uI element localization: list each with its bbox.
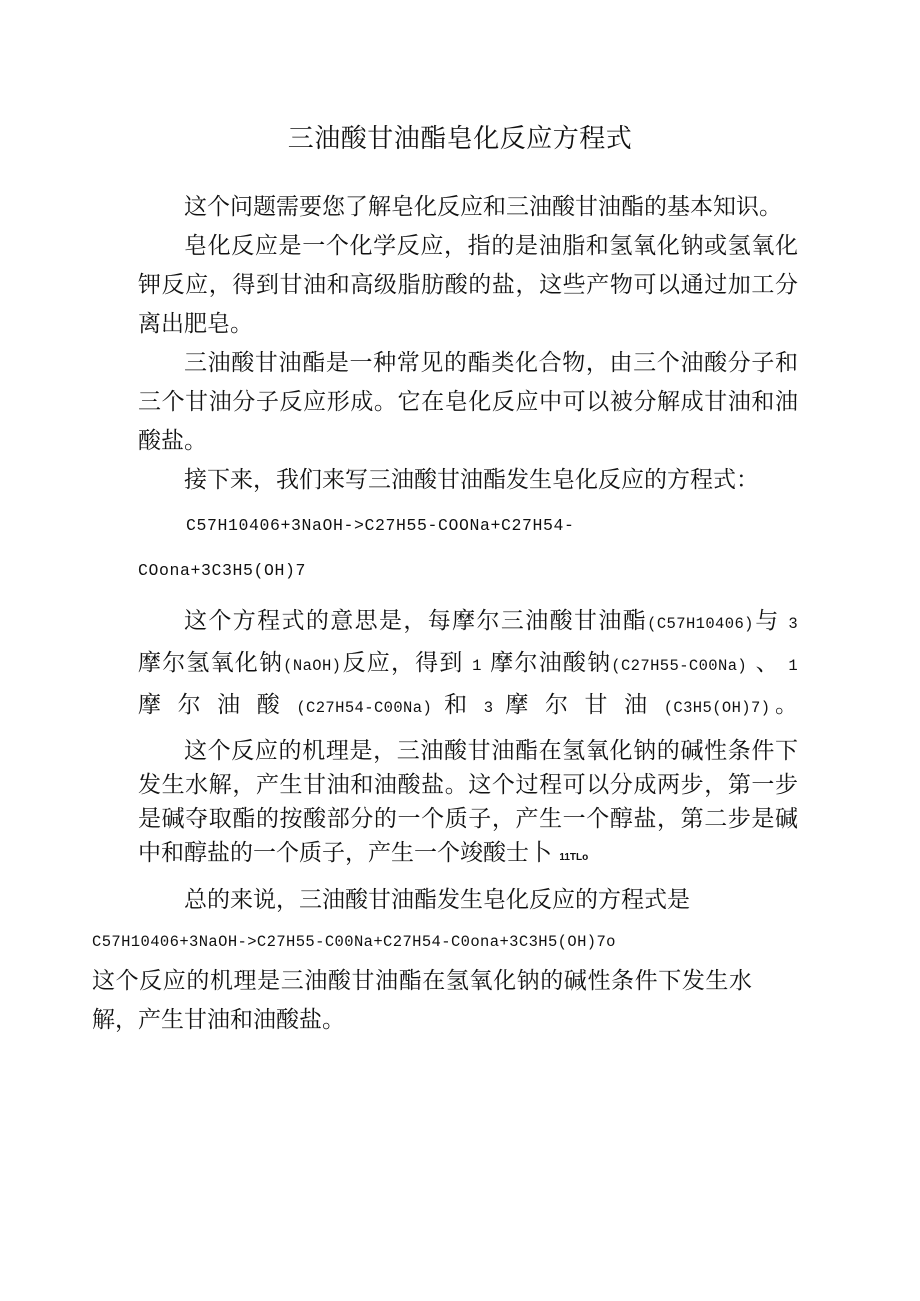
- equation-line-2: COona+3C3H5(OH)7: [138, 561, 307, 580]
- paragraph-equation-intro: 接下来，我们来写三油酸甘油酯发生皂化反应的方程式：: [184, 467, 759, 493]
- meaning-text-4: 反应，得到: [341, 650, 464, 676]
- mechanism-text: 这个反应的机理是，三油酸甘油酯在氢氧化钠的碱性条件下发生水解，产生甘油和油酸盐。这个过程可以分成两步，第一步是碱夺取酯的按酸部分的一个质子，产生一个醇盐，第二步是碱中和醇盐的一个质子，产生一个竣酸士卜: [138, 738, 798, 866]
- paragraph-summary: [92, 881, 798, 1040]
- meaning-formula-triolein: (C57H10406): [647, 615, 754, 633]
- summary-formula: C57H10406+3NaOH->C27H55-C00Na+C27H54-C0ona+3C3H5(OH)7o: [92, 933, 616, 951]
- meaning-formula-glycerol: (C3H5(OH)7): [663, 699, 771, 717]
- meaning-text-9: 摩 尔 甘 油: [505, 692, 652, 718]
- document-body: [92, 188, 799, 1040]
- meaning-text-3: 摩尔氢氧化钠: [138, 650, 284, 676]
- meaning-text-8: 和: [444, 692, 472, 718]
- meaning-formula-naoh: (NaOH): [283, 657, 342, 675]
- paragraph-saponification-definition: 皂化反应是一个化学反应，指的是油脂和氢氧化钠或氢氧化钾反应，得到甘油和高级脂肪酸的盐，这些产物可以通过加工分离出肥皂。: [138, 233, 798, 337]
- meaning-text-7: 摩 尔 油 酸: [138, 692, 285, 718]
- meaning-number-1b: 1: [788, 657, 799, 675]
- summary-text-2: 这个反应的机理是三油酸甘油酯在氢氧化钠的碱性条件下发生水解，产生甘油和油酸盐。: [92, 968, 752, 1033]
- equation-line-1: C57H10406+3NaOH->C27H55-COONa+C27H54-: [186, 516, 575, 535]
- meaning-number-1a: 1: [472, 657, 482, 675]
- meaning-text-5: 摩尔油酸钠: [490, 650, 612, 676]
- paragraph-intro: 这个问题需要您了解皂化反应和三油酸甘油酯的基本知识。: [184, 194, 782, 220]
- meaning-text-10: 。: [770, 692, 799, 718]
- meaning-formula-sodium-oleate: (C27H55-C00Na): [611, 657, 748, 675]
- meaning-number-3: 3: [788, 615, 799, 633]
- paragraph-mechanism: [138, 734, 798, 875]
- paragraph-equation-meaning: [138, 602, 798, 728]
- mechanism-tail: 11TLo: [559, 852, 589, 863]
- meaning-text-6: 、: [755, 650, 780, 676]
- meaning-text-2: 与: [753, 608, 780, 634]
- meaning-number-3b: 3: [483, 699, 494, 717]
- meaning-formula-oleic-acid: (C27H54-C00Na): [296, 699, 433, 717]
- meaning-text-1: 这个方程式的意思是，每摩尔三油酸甘油酯: [184, 608, 648, 634]
- summary-text: 总的来说，三油酸甘油酯发生皂化反应的方程式是: [184, 887, 690, 913]
- paragraph-triolein-description: 三油酸甘油酯是一种常见的酯类化合物，由三个油酸分子和三个甘油分子反应形成。它在皂化反应中可以被分解成甘油和油酸盐。: [138, 350, 798, 454]
- document-title: 三油酸甘油酯皂化反应方程式: [287, 124, 633, 154]
